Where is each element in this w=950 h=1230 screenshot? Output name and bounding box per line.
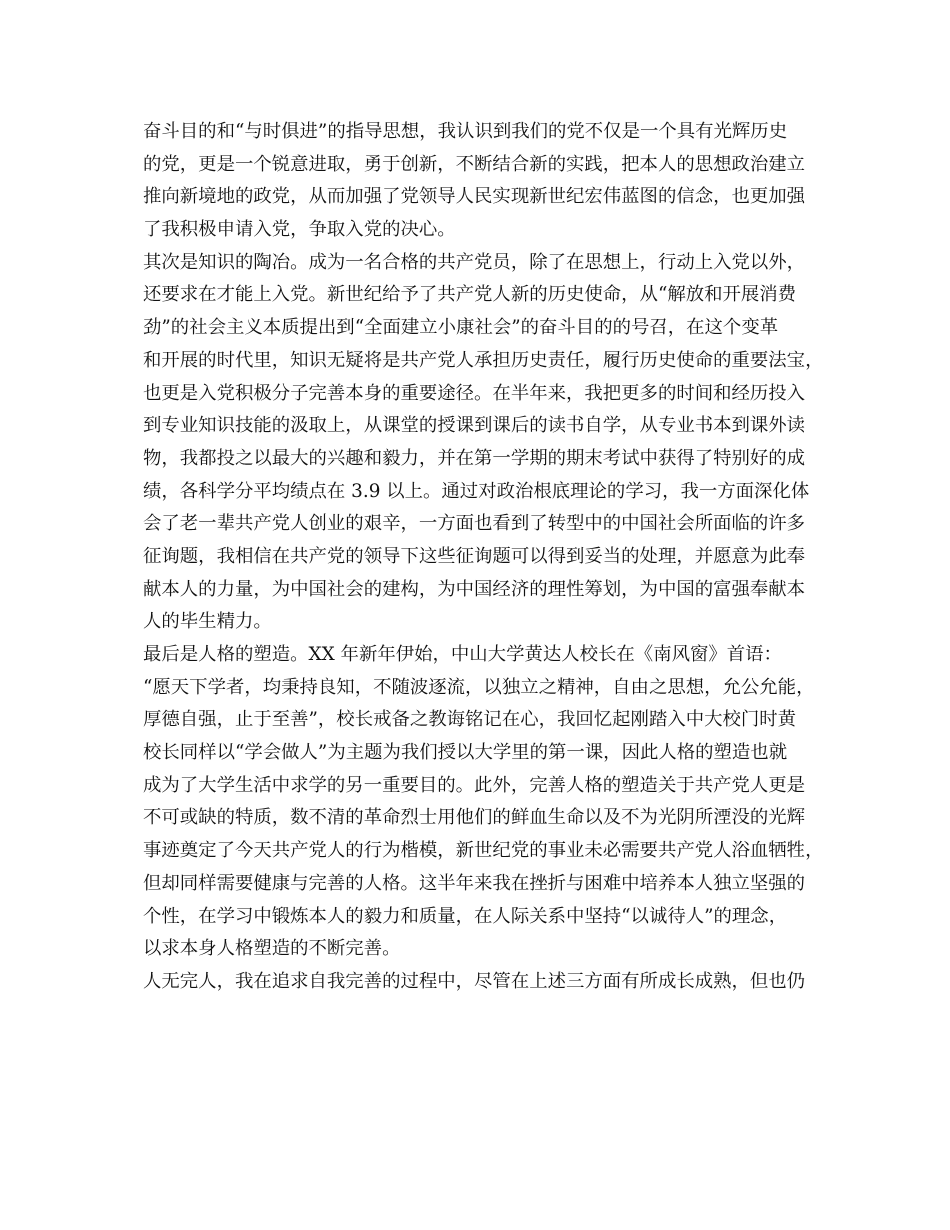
text-line-17: 最后是人格的塑造。XX 年新年伊始，中山大学黄达人校长在《南风窗》首语： bbox=[143, 644, 782, 665]
text-line-2: 的党，更是一个锐意进取，勇于创新，不断结合新的实践，把本人的思想政治建立 bbox=[143, 153, 806, 175]
text-line-24: 但却同样需要健康与完善的人格。这半年来我在挫折与困难中培养本人独立坚强的 bbox=[143, 872, 806, 894]
text-line-26: 以求本身人格塑造的不断完善。 bbox=[143, 938, 401, 960]
text-line-12: 绩，各科学分平均绩点在 3.9 以上。通过对政治根底理论的学习，我一方面深化体 bbox=[143, 480, 810, 502]
text-line-7: 劲”的社会主义本质提出到“全面建立小康社会”的奋斗目的的号召，在这个变革 bbox=[143, 317, 779, 339]
text-line-16: 人的毕生精力。 bbox=[143, 611, 272, 633]
text-line-5: 其次是知识的陶冶。成为一名合格的共产党员，除了在思想上，行动上入党以外， bbox=[143, 251, 806, 273]
text-line-23: 事迹奠定了今天共产党人的行为楷模，新世纪党的事业未必需要共产党人浴血牺牲， bbox=[143, 840, 824, 862]
text-line-14: 征询题，我相信在共产党的领导下这些征询题可以得到妥当的处理，并愿意为此奉 bbox=[143, 545, 806, 567]
text-line-20: 校长同样以“学会做人”为主题为我们授以大学里的第一课，因此人格的塑造也就 bbox=[143, 742, 788, 764]
text-line-13: 会了老一辈共产党人创业的艰辛，一方面也看到了转型中的中国社会所面临的许多 bbox=[143, 513, 806, 535]
text-line-3: 推向新境地的政党，从而加强了党领导人民实现新世纪宏伟蓝图的信念，也更加强 bbox=[143, 186, 806, 208]
text-line-8: 和开展的时代里，知识无疑将是共产党人承担历史责任，履行历史使命的重要法宝， bbox=[143, 349, 824, 371]
text-line-15: 献本人的力量，为中国社会的建构，为中国经济的理性筹划，为中国的富强奉献本 bbox=[143, 578, 806, 600]
text-line-27: 人无完人，我在追求自我完善的过程中，尽管在上述三方面有所成长成熟，但也仍 bbox=[143, 970, 806, 992]
text-line-9: 也更是入党积极分子完善本身的重要途径。在半年来，我把更多的时间和经历投入 bbox=[143, 382, 806, 404]
body-text bbox=[143, 116, 833, 999]
text-line-22: 不可或缺的特质，数不清的革命烈士用他们的鲜血生命以及不为光阴所湮没的光辉 bbox=[143, 807, 806, 829]
text-line-21: 成为了大学生活中求学的另一重要目的。此外，完善人格的塑造关于共产党人更是 bbox=[143, 774, 806, 796]
text-line-18: “愿天下学者，均秉持良知，不随波逐流，以独立之精神，自由之思想，允公允能， bbox=[143, 676, 815, 698]
text-line-4: 了我积极申请入党，争取入党的决心。 bbox=[143, 219, 456, 241]
text-line-25: 个性，在学习中锻炼本人的毅力和质量，在人际关系中坚持“以诚待人”的理念， bbox=[143, 905, 788, 927]
text-line-19: 厚德自强，止于至善”，校长戒备之教诲铭记在心，我回忆起刚踏入中大校门时黄 bbox=[143, 709, 797, 731]
text-line-11: 物，我都投之以最大的兴趣和毅力，并在第一学期的期末考试中获得了特别好的成 bbox=[143, 447, 806, 469]
text-line-10: 到专业知识技能的汲取上，从课堂的授课到课后的读书自学，从专业书本到课外读 bbox=[143, 415, 806, 437]
text-line-6: 还要求在才能上入党。新世纪给予了共产党人新的历史使命，从“解放和开展消费 bbox=[143, 284, 797, 306]
text-line-1: 奋斗目的和“与时俱进”的指导思想，我认识到我们的党不仅是一个具有光辉历史 bbox=[143, 121, 788, 142]
